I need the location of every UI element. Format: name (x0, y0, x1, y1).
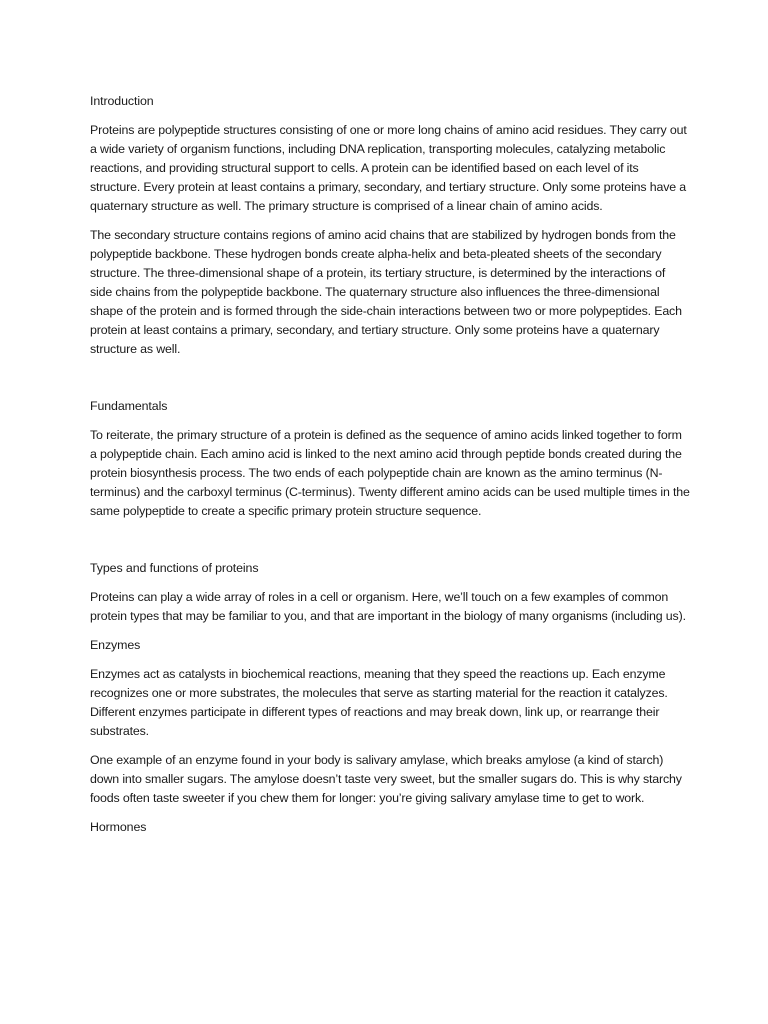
types-paragraph: Proteins can play a wide array of roles in a cell or organism. Here, we’ll touch on a few examples of common protein types that may be familiar to you, and that are important in the biology of many organisms (including us). (90, 590, 686, 623)
page-content (90, 92, 690, 847)
fundamentals-paragraph: To reiterate, the primary structure of a protein is defined as the sequence of amino acids linked together to form a polypeptide chain. Each amino acid is linked to the next amino acid through peptide bonds created during the protein biosynthesis process. The two ends of each polypeptide chain are known as the amino terminus (N-terminus) and the carboxyl terminus (C-terminus). Twenty different amino acids can be used multiple times in the same polypeptide to create a specific primary protein structure sequence. (90, 428, 690, 518)
introduction-heading: Introduction (90, 94, 154, 108)
enzymes-heading: Enzymes (90, 638, 141, 652)
enzymes-paragraph-1: Enzymes act as catalysts in biochemical reactions, meaning that they speed the reactions up. Each enzyme recognizes one or more substrates, the molecules that serve as starting material for the reaction it catalyzes. Different enzymes participate in different types of reactions and may break down, link up, or rearrange their substrates. (90, 667, 668, 738)
introduction-paragraph-1: Proteins are polypeptide structures consisting of one or more long chains of amino acid residues. They carry out a wide variety of organism functions, including DNA replication, transporting molecules, catalyzing metabolic reactions, and providing structural support to cells. A protein can be identified based on each level of its structure. Every protein at least contains a primary, secondary, and tertiary structure. Only some proteins have a quaternary structure as well. The primary structure is comprised of a linear chain of amino acids. (90, 123, 687, 213)
section-spacer (90, 531, 690, 559)
hormones-heading: Hormones (90, 820, 147, 834)
section-spacer (90, 369, 690, 397)
introduction-paragraph-2: The secondary structure contains regions of amino acid chains that are stabilized by hydrogen bonds from the polypeptide backbone. These hydrogen bonds create alpha-helix and beta-pleated sheets of the secondary structure. The three-dimensional shape of a protein, its tertiary structure, is determined by the interactions of side chains from the polypeptide backbone. The quaternary structure also influences the three-dimensional shape of the protein and is formed through the side-chain interactions between two or more polypeptides. Each protein at least contains a primary, secondary, and tertiary structure. Only some proteins have a quaternary structure as well. (90, 228, 682, 356)
types-heading: Types and functions of proteins (90, 561, 259, 575)
fundamentals-heading: Fundamentals (90, 399, 168, 413)
enzymes-paragraph-2: One example of an enzyme found in your body is salivary amylase, which breaks amylose (a kind of starch) down into smaller sugars. The amylose doesn’t taste very sweet, but the smaller sugars do. This is why starchy foods often taste sweeter if you chew them for longer: you’re giving salivary amylase time to get to work. (90, 753, 682, 805)
